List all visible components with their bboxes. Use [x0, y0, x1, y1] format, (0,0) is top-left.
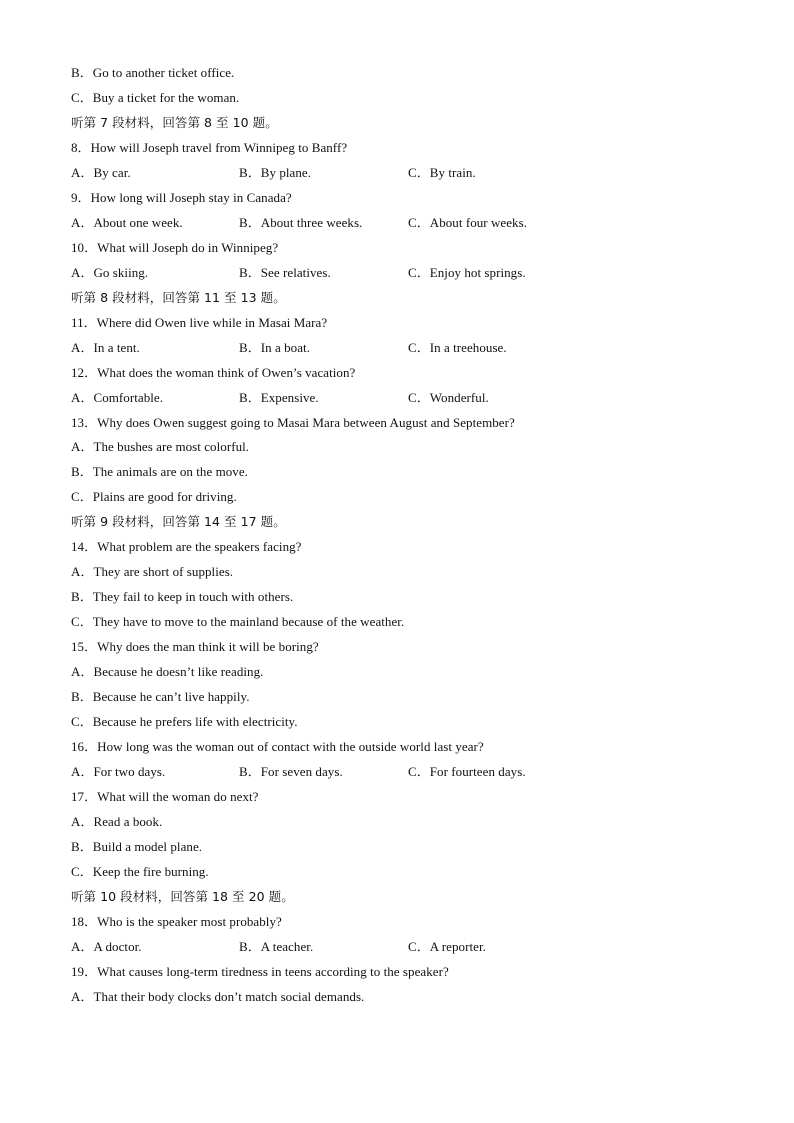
question-text: 17．What will the woman do next?	[71, 789, 259, 804]
option-line	[71, 712, 298, 732]
option-b: B．Because he can’t live happily.	[71, 689, 250, 704]
option-b: B．In a boat.	[239, 340, 311, 355]
question-text: 15．Why does the man think it will be boring?	[71, 639, 319, 654]
option-c: C．Enjoy hot springs.	[408, 265, 526, 280]
section-instruction	[71, 887, 294, 907]
option-a: A．Read a book.	[71, 814, 163, 829]
question-17	[71, 787, 258, 807]
option-line	[71, 587, 293, 607]
option-a: A．In a tent.	[71, 340, 140, 355]
option-a: A．For two days.	[71, 764, 166, 779]
question-text: 19．What causes long-term tiredness in teens according to the speaker?	[71, 964, 449, 979]
option-c: C．Plains are good for driving.	[71, 489, 237, 504]
question-text: 9．How long will Joseph stay in Canada?	[71, 190, 292, 205]
option-a: A．About one week.	[71, 215, 183, 230]
option-b: B．About three weeks.	[239, 215, 363, 230]
option-a: A．By car.	[71, 165, 131, 180]
option-line	[71, 987, 364, 1007]
section-text: 听第 10 段材料，回答第 18 至 20 题。	[71, 889, 294, 904]
option-a: A．Because he doesn’t like reading.	[71, 664, 264, 679]
option-b: B．A teacher.	[239, 939, 314, 954]
section-text: 听第 9 段材料，回答第 14 至 17 题。	[71, 514, 286, 529]
question-11	[71, 313, 327, 333]
question-12	[71, 363, 355, 383]
question-text: 10．What will Joseph do in Winnipeg?	[71, 240, 279, 255]
question-text: 11．Where did Owen live while in Masai Mara?	[71, 315, 328, 330]
option-line	[71, 687, 250, 707]
option-a: A．The bushes are most colorful.	[71, 439, 250, 454]
option-line	[71, 63, 234, 83]
section-instruction	[71, 113, 278, 133]
option-c: C．By train.	[408, 165, 476, 180]
option-b: B．They fail to keep in touch with others.	[71, 589, 294, 604]
option-c: C．They have to move to the mainland because of the weather.	[71, 614, 405, 629]
question-18	[71, 912, 282, 932]
option-c: C．A reporter.	[408, 939, 486, 954]
option-c: C．Keep the fire burning.	[71, 864, 209, 879]
question-text: 12．What does the woman think of Owen’s vacation?	[71, 365, 356, 380]
section-instruction	[71, 512, 286, 532]
option-a: A．Go skiing.	[71, 265, 149, 280]
question-8	[71, 138, 347, 158]
option-line	[71, 662, 263, 682]
option-a: A．Comfortable.	[71, 390, 164, 405]
option-c: C．About four weeks.	[408, 215, 528, 230]
option-text: B．Go to another ticket office.	[71, 65, 235, 80]
question-13	[71, 413, 515, 433]
question-text: 16．How long was the woman out of contact with the outside world last year?	[71, 739, 484, 754]
option-c: C．For fourteen days.	[408, 764, 526, 779]
option-a: A．They are short of supplies.	[71, 564, 234, 579]
question-text: 14．What problem are the speakers facing?	[71, 539, 302, 554]
option-line	[71, 437, 249, 457]
option-line	[71, 562, 233, 582]
option-text: C．Buy a ticket for the woman.	[71, 90, 240, 105]
option-c: C．Wonderful.	[408, 390, 489, 405]
option-line	[71, 487, 237, 507]
option-line	[71, 462, 248, 482]
question-9	[71, 188, 292, 208]
option-line	[71, 88, 239, 108]
option-b: B．For seven days.	[239, 764, 343, 779]
question-10	[71, 238, 278, 258]
section-text: 听第 7 段材料，回答第 8 至 10 题。	[71, 115, 278, 130]
option-line	[71, 612, 404, 632]
option-line	[71, 862, 209, 882]
option-b: B．See relatives.	[239, 265, 331, 280]
question-19	[71, 962, 449, 982]
question-text: 8．How will Joseph travel from Winnipeg to Banff?	[71, 140, 348, 155]
option-a: A．That their body clocks don’t match social demands.	[71, 989, 365, 1004]
option-a: A．A doctor.	[71, 939, 142, 954]
section-instruction	[71, 288, 286, 308]
option-line	[71, 812, 162, 832]
option-b: B．Expensive.	[239, 390, 319, 405]
option-b: B．The animals are on the move.	[71, 464, 248, 479]
option-b: B．By plane.	[239, 165, 312, 180]
option-line	[71, 837, 202, 857]
question-text: 13．Why does Owen suggest going to Masai Mara between August and September?	[71, 415, 515, 430]
section-text: 听第 8 段材料，回答第 11 至 13 题。	[71, 290, 286, 305]
question-16	[71, 737, 484, 757]
option-b: B．Build a model plane.	[71, 839, 203, 854]
question-text: 18．Who is the speaker most probably?	[71, 914, 282, 929]
option-c: C．Because he prefers life with electricity.	[71, 714, 298, 729]
question-14	[71, 537, 301, 557]
question-15	[71, 637, 319, 657]
option-c: C．In a treehouse.	[408, 340, 507, 355]
